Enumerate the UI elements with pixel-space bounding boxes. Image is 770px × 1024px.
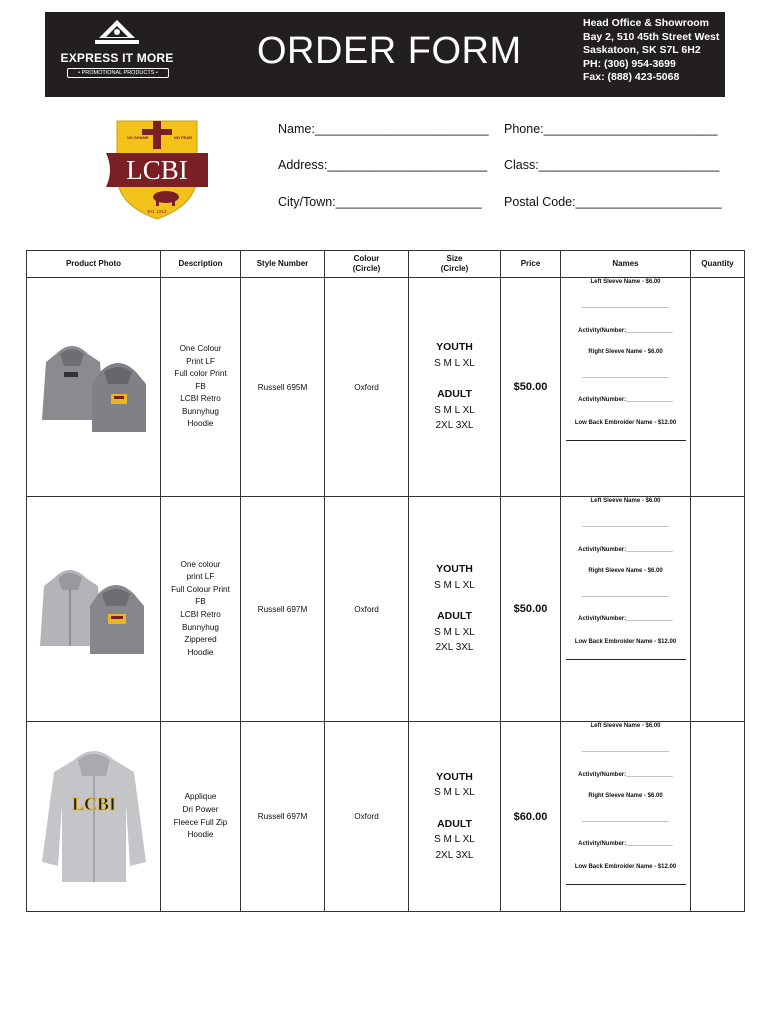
address-line: Saskatoon, SK S7L 6H2 — [583, 44, 701, 56]
chest-lettering: LCBI — [71, 793, 116, 814]
col-header-price: Price — [501, 251, 561, 278]
left-sleeve-label: Left Sleeve Name - $6.00 — [590, 723, 661, 729]
col-header-names: Names — [561, 251, 691, 278]
activity-number-field[interactable]: Activity/Number:______________ — [578, 772, 673, 778]
youth-label: YOUTH — [436, 770, 473, 783]
colour-option[interactable]: Oxford — [325, 278, 409, 497]
low-back-line[interactable] — [566, 884, 686, 885]
applique-hoodie-image — [34, 742, 154, 892]
page-title: ORDER FORM — [257, 30, 522, 72]
quantity-field[interactable] — [691, 722, 745, 912]
name-field[interactable]: Name:_________________________ — [278, 122, 489, 136]
lcbi-shield-logo — [104, 117, 210, 221]
express-it-more-logo — [57, 18, 177, 90]
names-cell[interactable] — [561, 722, 691, 912]
city-field[interactable]: City/Town:_____________________ — [278, 195, 482, 209]
col-header-quantity: Quantity — [691, 251, 745, 278]
order-table — [26, 250, 745, 912]
table-row — [27, 497, 745, 722]
low-back-line[interactable] — [566, 440, 686, 441]
zip-hoodie-image — [34, 554, 154, 664]
product-photo — [27, 722, 161, 912]
adult-sizes[interactable]: S M L XL — [434, 404, 475, 416]
description-line: Hoodie — [187, 419, 214, 429]
activity-number-field[interactable]: Activity/Number:______________ — [578, 841, 673, 847]
activity-number-field[interactable]: Activity/Number:______________ — [578, 397, 673, 403]
adult-label: ADULT — [437, 817, 472, 830]
size-label: Size — [446, 254, 463, 263]
logo-text: LCBI — [126, 155, 188, 185]
quantity-field[interactable] — [691, 497, 745, 722]
names-block — [561, 278, 690, 496]
adult-label: ADULT — [437, 388, 472, 401]
left-sleeve-label: Left Sleeve Name - $6.00 — [590, 498, 661, 504]
name-blank-line[interactable]: __________________________ — [582, 592, 669, 598]
description-line: Bunnyhug — [182, 406, 219, 416]
table-header-row — [27, 251, 745, 278]
size-circle-label: (Circle) — [440, 264, 469, 273]
name-blank-line[interactable]: __________________________ — [582, 817, 669, 823]
activity-number-field[interactable]: Activity/Number:______________ — [578, 547, 673, 553]
description-line: Bunnyhug — [182, 622, 219, 632]
adult-sizes[interactable]: S M L XL — [434, 834, 475, 846]
product-description — [161, 497, 241, 722]
description-line: One colour — [180, 559, 221, 569]
name-blank-line[interactable]: __________________________ — [582, 747, 669, 753]
description-line: Dri Power — [182, 804, 219, 814]
price: $60.00 — [501, 722, 561, 912]
product-description — [161, 722, 241, 912]
name-blank-line[interactable]: __________________________ — [582, 522, 669, 528]
col-header-style: Style Number — [241, 251, 325, 278]
product-photo — [27, 278, 161, 497]
names-cell[interactable] — [561, 497, 691, 722]
adult-sizes-extended[interactable]: 2XL 3XL — [435, 849, 474, 861]
address-line: Fax: (888) 423-5068 — [583, 71, 680, 83]
description-line: One Colour — [179, 343, 222, 353]
head-office-address — [583, 17, 723, 85]
youth-label: YOUTH — [436, 341, 473, 354]
adult-sizes[interactable]: S M L XL — [434, 626, 475, 638]
col-header-description: Description — [161, 251, 241, 278]
right-sleeve-label: Right Sleeve Name - $6.00 — [588, 568, 663, 574]
description-line: Hoodie — [187, 647, 214, 657]
style-number: Russell 695M — [241, 278, 325, 497]
hoodie-image — [34, 332, 154, 442]
product-photo — [27, 497, 161, 722]
names-block — [561, 497, 690, 721]
names-cell[interactable] — [561, 278, 691, 497]
description-line: Print LF — [186, 356, 215, 366]
adult-sizes-extended[interactable]: 2XL 3XL — [435, 642, 474, 654]
youth-sizes[interactable]: S M L XL — [434, 787, 475, 799]
motto-left: NO SHAME — [127, 135, 149, 140]
adult-sizes-extended[interactable]: 2XL 3XL — [435, 420, 474, 432]
low-back-label: Low Back Embroider Name - $12.00 — [574, 864, 677, 870]
col-header-colour — [325, 251, 409, 278]
description-line: Full color Print — [174, 369, 227, 379]
style-number: Russell 697M — [241, 497, 325, 722]
youth-sizes[interactable]: S M L XL — [434, 579, 475, 591]
description-line: print LF — [186, 572, 215, 582]
colour-label: Colour — [353, 254, 380, 263]
left-sleeve-label: Left Sleeve Name - $6.00 — [590, 279, 661, 285]
brand-name: EXPRESS IT MORE — [60, 51, 174, 65]
size-options — [409, 497, 501, 722]
names-block — [561, 722, 690, 911]
size-options — [409, 278, 501, 497]
description-line: LCBI Retro — [180, 394, 221, 404]
activity-number-field[interactable]: Activity/Number:______________ — [578, 328, 673, 334]
low-back-label: Low Back Embroider Name - $12.00 — [574, 420, 677, 426]
postal-code-field[interactable]: Postal Code:_____________________ — [504, 195, 722, 209]
right-sleeve-label: Right Sleeve Name - $6.00 — [588, 349, 663, 355]
youth-sizes[interactable]: S M L XL — [434, 357, 475, 369]
description-line: Full Colour Print — [171, 584, 230, 594]
youth-label: YOUTH — [436, 563, 473, 576]
low-back-label: Low Back Embroider Name - $12.00 — [574, 639, 677, 645]
size-options — [409, 722, 501, 912]
motto-right: NO FEAR — [174, 135, 192, 140]
price: $50.00 — [501, 497, 561, 722]
name-blank-line[interactable]: __________________________ — [582, 373, 669, 379]
brand-subtitle: • PROMOTIONAL PRODUCTS • — [67, 68, 169, 78]
description-line: Fleece Full Zip — [173, 817, 228, 827]
product-description — [161, 278, 241, 497]
quantity-field[interactable] — [691, 278, 745, 497]
description-line: FB — [195, 381, 206, 391]
phone-field[interactable]: Phone:_________________________ — [504, 122, 718, 136]
description-line: FB — [195, 597, 206, 607]
description-line: Hoodie — [187, 830, 214, 840]
price: $50.00 — [501, 278, 561, 497]
class-field[interactable]: Class:__________________________ — [504, 158, 720, 172]
colour-circle-label: (Circle) — [352, 264, 381, 273]
style-number: Russell 697M — [241, 722, 325, 912]
description-line: LCBI Retro — [180, 610, 221, 619]
name-blank-line[interactable]: __________________________ — [582, 303, 669, 309]
table-row — [27, 278, 745, 497]
right-sleeve-label: Right Sleeve Name - $6.00 — [588, 793, 663, 799]
logo-est: Est. 1913 — [147, 209, 167, 214]
address-line: Head Office & Showroom — [583, 17, 710, 29]
low-back-line[interactable] — [566, 659, 686, 660]
description-line: Zippered — [184, 635, 217, 645]
col-header-photo: Product Photo — [27, 251, 161, 278]
col-header-size — [409, 251, 501, 278]
address-line: Bay 2, 510 45th Street West — [583, 30, 720, 43]
adult-label: ADULT — [437, 610, 472, 623]
header-banner — [45, 12, 725, 97]
description-line: Applique — [184, 792, 217, 802]
colour-option[interactable]: Oxford — [325, 722, 409, 912]
colour-option[interactable]: Oxford — [325, 497, 409, 722]
activity-number-field[interactable]: Activity/Number:______________ — [578, 616, 673, 622]
address-field[interactable]: Address:_______________________ — [278, 158, 488, 172]
table-row — [27, 722, 745, 912]
address-line: PH: (306) 954-3699 — [583, 57, 676, 70]
